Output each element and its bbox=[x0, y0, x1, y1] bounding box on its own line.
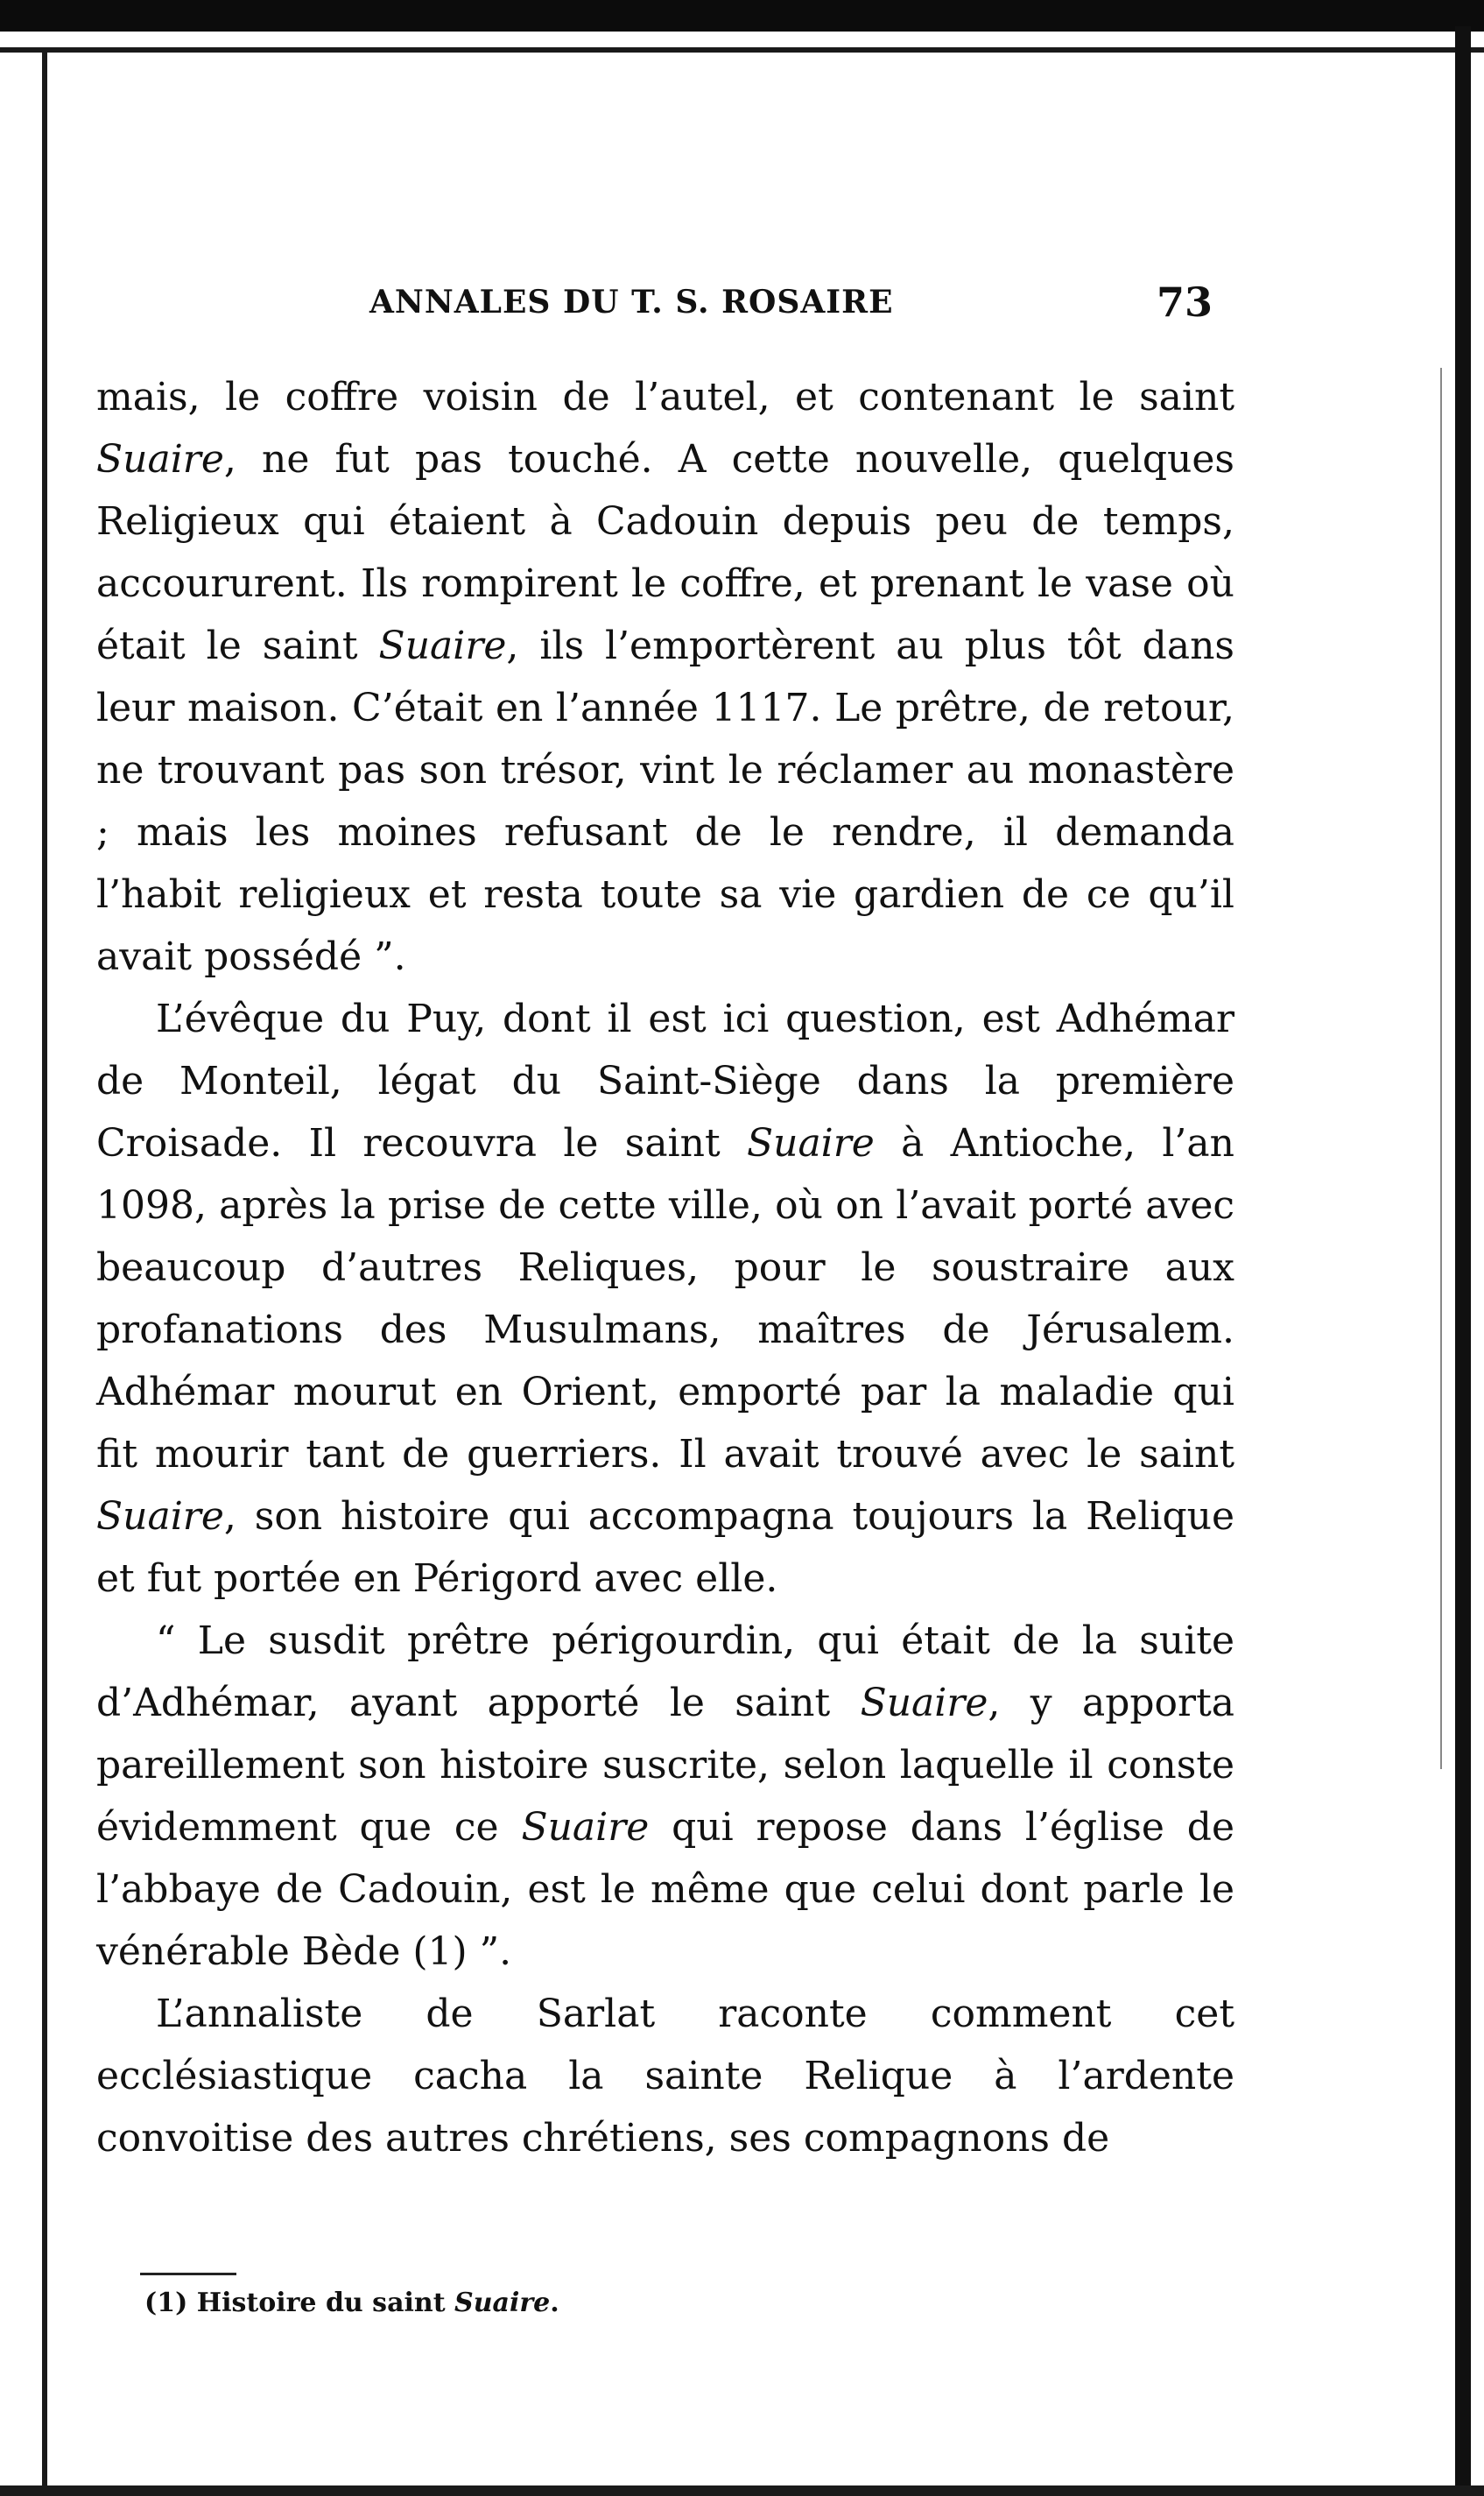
footnote-text: Histoire du saint bbox=[196, 2288, 455, 2318]
text-run: , y apporta pareillement son histoire suscrite, selon laquelle il conste évidemment que ce bbox=[96, 1681, 1234, 1850]
text-run: à Antioche, l’an 1098, après la prise de cette ville, où on l’avait porté avec beaucoup d’autres Reliques, pour le soustraire aux profanations des Musulmans, maîtres de Jérusalem. Adhémar mourut en Orient, emporté par la maladie qui fit mourir tant de guerriers. Il avait trouvé avec le saint bbox=[96, 1121, 1234, 1477]
paragraph bbox=[96, 1983, 1234, 2169]
italic-text: Suaire bbox=[378, 624, 507, 668]
scan-border-right bbox=[1455, 26, 1471, 2496]
footnote-marker: (1) bbox=[144, 2288, 188, 2318]
text-run: , son histoire qui accompagna toujours la Relique et fut portée en Périgord avec elle. bbox=[96, 1494, 1234, 1601]
paragraph bbox=[96, 988, 1234, 1610]
running-head bbox=[96, 279, 1213, 331]
text-run: L’annaliste de Sarlat raconte comment cet ecclésiastique cacha la sainte Relique à l’ardente convoitise des autres chrétiens, ses compagnons de bbox=[96, 1992, 1234, 2161]
body-text bbox=[96, 366, 1234, 2169]
text-run: L’évêque du Puy, dont il est ici question, est Adhémar de Monteil, légat du Saint-Siège dans la première Croisade. Il recouvra le saint bbox=[96, 997, 1234, 1166]
text-run: mais, le coffre voisin de l’autel, et contenant le saint bbox=[96, 375, 1234, 420]
italic-text: Suaire bbox=[96, 437, 224, 482]
paragraph bbox=[96, 366, 1234, 988]
footnote-trailing: . bbox=[550, 2288, 559, 2318]
italic-text: Suaire bbox=[521, 1805, 650, 1850]
scan-border-top bbox=[0, 0, 1484, 32]
paragraph bbox=[96, 1610, 1234, 1983]
page-number: 73 bbox=[1156, 279, 1213, 326]
scan-fold-line bbox=[1440, 368, 1442, 1769]
italic-text: Suaire bbox=[96, 1494, 224, 1539]
scan-border-left bbox=[42, 47, 47, 2496]
italic-text: Suaire bbox=[746, 1121, 875, 1166]
text-run: , ne fut pas touché. A cette nouvelle, quelques Religieux qui étaient à Cadouin depuis peu de temps, accoururent. Ils rompirent le coffre, et prenant le vase où était le saint bbox=[96, 437, 1234, 668]
footnote-italic-text: Suaire bbox=[454, 2288, 551, 2318]
scan-border-bottom bbox=[0, 2485, 1484, 2496]
running-title: ANNALES DU T. S. ROSAIRE bbox=[369, 284, 894, 321]
text-run: qui repose dans l’église de l’abbaye de Cadouin, est le même que celui dont parle le vénérable Bède (1) ”. bbox=[96, 1805, 1234, 1974]
text-run: “ Le susdit prêtre périgourdin, qui était de la suite d’Adhémar, ayant apporté le saint bbox=[96, 1618, 1234, 1725]
text-run: , ils l’emportèrent au plus tôt dans leur maison. C’était en l’année 1117. Le prêtre, de retour, ne trouvant pas son trésor, vint le réclamer au monastère ; mais les moines refusant de le rendre, il demanda l’habit religieux et resta toute sa vie gardien de ce qu’il avait possédé ”. bbox=[96, 624, 1234, 979]
italic-text: Suaire bbox=[860, 1681, 988, 1725]
scan-border-top-thin bbox=[0, 47, 1484, 53]
footnote bbox=[144, 2288, 559, 2318]
footnote-rule bbox=[140, 2273, 236, 2275]
